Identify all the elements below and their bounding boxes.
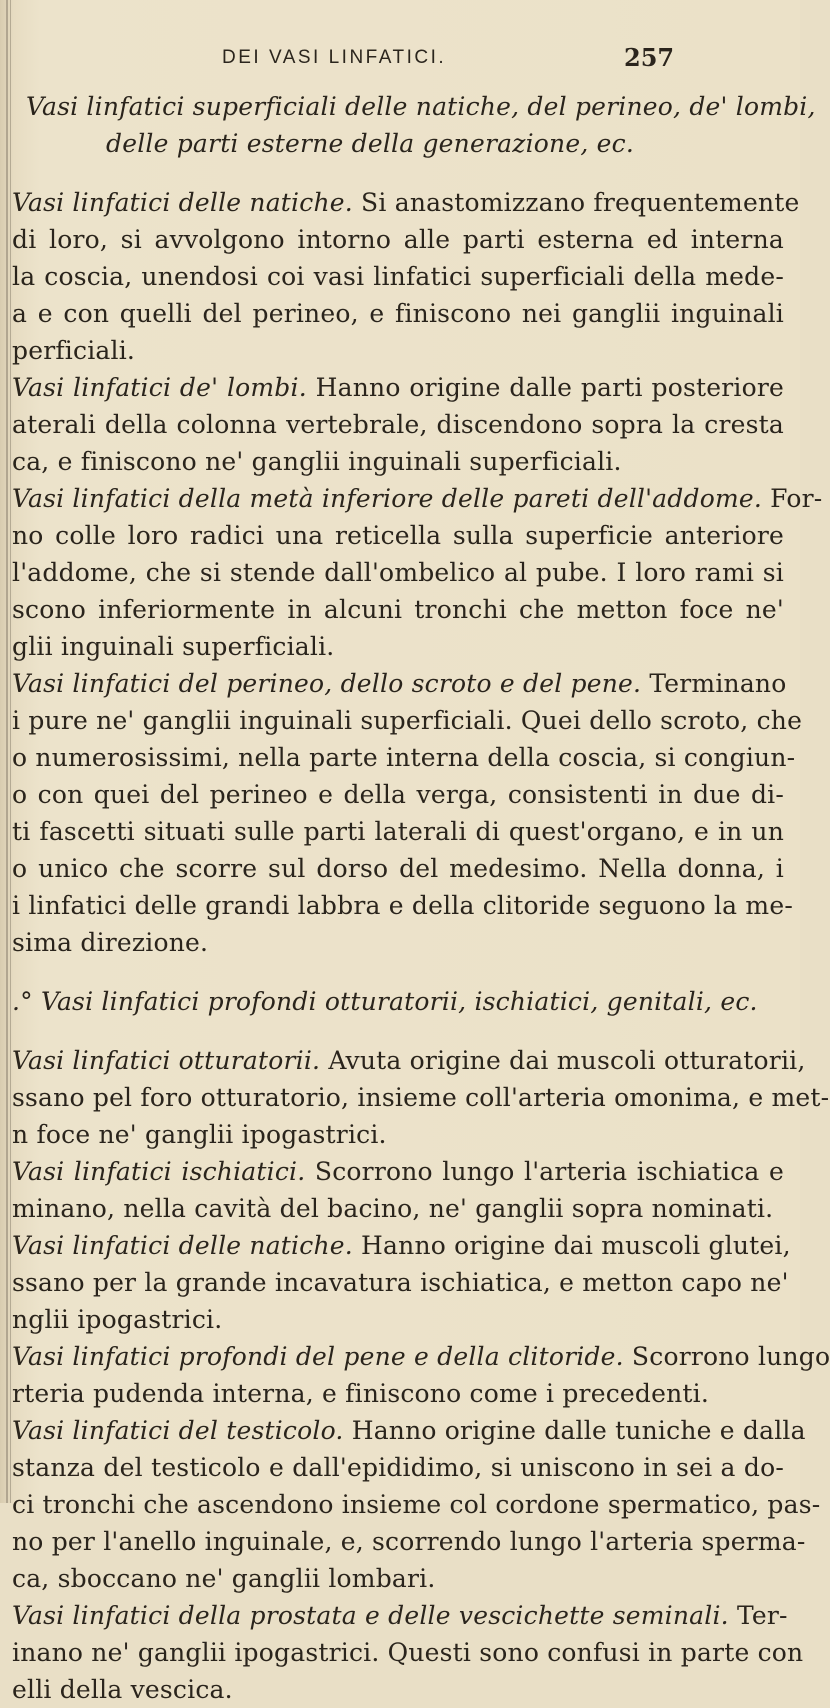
paragraph-line: Hanno origine dalle parti posteriore [306,373,784,402]
paragraph-line: glii inguinali superficiali. [12,632,335,661]
paragraph-line: ssano per la grande incavatura ischiatica, e metton capo ne' [12,1268,789,1297]
paragraph-term: Vasi linfatici delle natiche. [12,188,353,217]
paragraph-natiche [12,184,800,369]
section-heading-superficial [12,88,816,162]
paragraph-line: stanza del testicolo e dall'epididimo, si uniscono in sei a do- [12,1453,784,1482]
paragraph-line: For- [762,484,823,513]
paragraph-line: elli della vescica. [12,1675,233,1704]
paragraph-term: Vasi linfatici de' lombi. [12,373,307,402]
paragraph-line: Scorrono lungo [623,1342,830,1371]
paragraph-addome [12,480,823,665]
section-heading-deep: .° Vasi linfatici profondi otturatorii, ischiatici, genitali, ec. [12,987,758,1016]
paragraph-term: Vasi linfatici del testicolo. [12,1416,344,1445]
paragraph-term: Vasi linfatici profondi del pene e della clitoride. [12,1342,624,1371]
paragraph-line: ca, e finiscono ne' ganglii inguinali superficiali. [12,447,622,476]
paragraph-line: o con quei del perineo e della verga, consistenti in due di- [12,780,784,809]
paragraph-line: Hanno origine dai muscoli glutei, [352,1231,791,1260]
paragraph-line: Hanno origine dalle tuniche e dalla [343,1416,806,1445]
paragraph-perineo [12,665,803,961]
binding-edge [6,0,8,1503]
paragraph-natiche-profondi [12,1227,791,1338]
paragraph-line: i linfatici delle grandi labbra e della clitoride seguono la me- [12,891,793,920]
paragraph-line: scono inferiormente in alcuni tronchi che metton foce ne' [12,595,784,624]
paragraph-line: o numerosissimi, nella parte interna della coscia, si congiun- [12,743,796,772]
paragraph-pene-clitoride [12,1338,830,1412]
paragraph-line: perficiali. [12,336,136,365]
paragraph-line: la coscia, unendosi coi vasi linfatici superficiali della mede- [12,262,784,291]
paragraph-line: i pure ne' ganglii inguinali superficiali. Quei dello scroto, che [12,706,803,735]
heading-line-2: delle parti esterne della generazione, ec. [106,129,634,158]
paragraph-line: no per l'anello inguinale, e, scorrendo lungo l'arteria sperma- [12,1527,806,1556]
paragraph-line: ci tronchi che ascendono insieme col cordone spermatico, pas- [12,1490,821,1519]
paragraph-line: Avuta origine dai muscoli otturatorii, [320,1046,806,1075]
page-number: 257 [624,43,675,72]
paragraph-lombi [12,369,784,480]
paragraph-term: Vasi linfatici ischiatici. [12,1157,306,1186]
paragraph-line: minano, nella cavità del bacino, ne' ganglii sopra nominati. [12,1194,774,1223]
paragraph-line: rteria pudenda interna, e finiscono come i precedenti. [12,1379,709,1408]
paragraph-prostata [12,1597,804,1708]
paragraph-line: aterali della colonna vertebrale, discendono sopra la cresta [12,410,784,439]
paragraph-line: o unico che scorre sul dorso del medesimo. Nella donna, i [12,854,784,883]
paragraph-line: l'addome, che si stende dall'ombelico al pube. I loro rami si [12,558,784,587]
paragraph-line: nglii ipogastrici. [12,1305,223,1334]
paragraph-line: ssano pel foro otturatorio, insieme coll'arteria omonima, e met- [12,1083,830,1112]
paragraph-line: Scorrono lungo l'arteria ischiatica e [305,1157,785,1186]
paragraph-ischiatici [12,1153,784,1227]
paragraph-line: n foce ne' ganglii ipogastrici. [12,1120,387,1149]
paragraph-line: sima direzione. [12,928,209,957]
paragraph-line: no colle loro radici una reticella sulla superficie anteriore [12,521,784,550]
paragraph-term: Vasi linfatici della metà inferiore delle pareti dell'addome. [12,484,762,513]
binding-edge-inner [10,0,11,1503]
paragraph-line: Si anastomizzano frequentemente [352,188,800,217]
paragraph-testicolo [12,1412,821,1597]
heading-line-1: Vasi linfatici superficiali delle natiche, del perineo, de' lombi, [26,92,816,121]
paragraph-term: Vasi linfatici otturatorii. [12,1046,321,1075]
paragraph-otturatorii [12,1042,830,1153]
running-head: DEI VASI LINFATICI. [222,47,447,68]
body-text [12,88,830,1708]
paragraph-term: Vasi linfatici della prostata e delle vescichette seminali. [12,1601,729,1630]
paragraph-term: Vasi linfatici delle natiche. [12,1231,353,1260]
paragraph-line: ca, sboccano ne' ganglii lombari. [12,1564,436,1593]
paragraph-line: ti fascetti situati sulle parti laterali di quest'organo, e in un [12,817,784,846]
paragraph-line: di loro, si avvolgono intorno alle parti esterna ed interna [12,225,784,254]
paragraph-term: Vasi linfatici del perineo, dello scroto e del pene. [12,669,642,698]
paragraph-line: inano ne' ganglii ipogastrici. Questi sono confusi in parte con [12,1638,804,1667]
paragraph-line: Ter- [728,1601,788,1630]
paragraph-line: Terminano [641,669,787,698]
page-header [0,43,800,77]
paragraph-line: a e con quelli del perineo, e finiscono nei ganglii inguinali [12,299,784,328]
